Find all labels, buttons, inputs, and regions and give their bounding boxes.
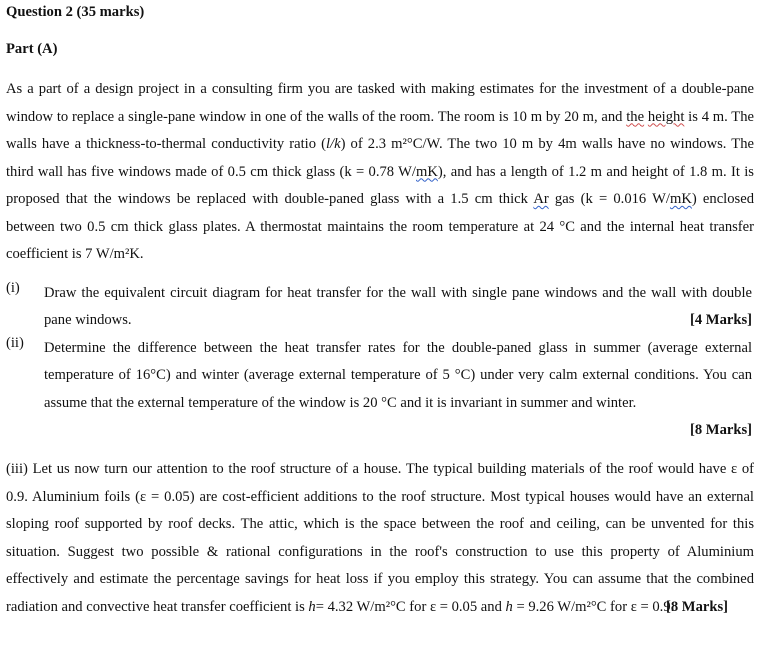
- part-iii-h-symbol-1: h: [308, 598, 316, 615]
- item-text-block: [44, 280, 752, 335]
- part-iii-text-1: (iii) Let us now turn our attention to the roof structure of a house. The typical building materials of the roof would have ε of 0.9. Aluminium foils (ε = 0.05) are cost-efficient additions to the roof structure. Most typical houses would have an external sloping roof supported by roof decks. The attic, which is the space between the roof and ceiling, can be unvented for this situation. Suggest two possible & rational configurations in the roof's construction to use this property of Aluminium effectively and estimate the percentage savings for heat loss if you employ this strategy. You can assume that the combined radiation and convective heat transfer coefficient is: [6, 461, 754, 615]
- part-iii-paragraph: [6, 456, 754, 621]
- intro-unit-mk-1: mK: [416, 163, 438, 180]
- intro-text-6: ) enclosed between two 0.5 cm thick glass plates. A thermostat maintains the room temperature at 24 °C and the internal heat transfer coefficient is 7 W/m²K.: [6, 191, 754, 262]
- intro-text-3: ) of 2.3 m²°C/W. The two 10 m by 4m walls have no windows. The third wall has five windows made of 0.5 cm thick glass (k = 0.78 W/: [6, 136, 754, 180]
- part-iii-text-2: = 4.32 W/m²°C for ε = 0.05 and: [315, 598, 506, 615]
- intro-text-2: is 4 m. The walls have a thickness-to-thermal conductivity ratio (: [6, 108, 754, 152]
- intro-text-4: ), and has a length of 1.2 m and height of 1.8 m. It is proposed that the windows be replaced with double-paned glass with a 1.5 cm thick: [6, 163, 754, 207]
- intro-word-the: the: [626, 108, 645, 125]
- intro-word-ar: Ar: [533, 191, 549, 207]
- part-iii-h-symbol-2: h: [505, 598, 513, 615]
- intro-text-1: As a part of a design project in a consulting firm you are tasked with making estimates for the investment of a double-pane window to replace a single-pane window in one of the walls of the room. The room is 10 m by 20 m, and: [6, 81, 754, 125]
- item-numeral: (i): [6, 280, 20, 296]
- item-text-block: [44, 335, 752, 444]
- intro-word-height: height: [647, 108, 685, 125]
- part-iii-marks: [8 Marks]: [665, 598, 728, 615]
- intro-text-5: gas (k = 0.016 W/: [548, 191, 670, 207]
- intro-unit-mk-2: mK: [669, 191, 692, 207]
- item-marks: [4 Marks]: [689, 312, 752, 329]
- item-marks: [8 Marks]: [689, 421, 752, 438]
- item-numeral: (ii): [6, 335, 24, 351]
- intro-paragraph: [6, 76, 754, 269]
- part-title: Part (A): [6, 41, 58, 57]
- item-text: Draw the equivalent circuit diagram for heat transfer for the wall with single pane windows and the wall with double pane windows.: [44, 285, 752, 329]
- item-text: Determine the difference between the heat transfer rates for the double-paned glass in summer (average external temperature of 16°C) and winter (average external temperature of 5 °C) under very calm external conditions. You can assume that the external temperature of the window is 20 °C and it is invariant in summer and winter.: [44, 340, 752, 411]
- part-iii-text-3: = 9.26 W/m²°C for ε = 0.9.: [512, 598, 675, 615]
- intro-lk-ratio: l/k: [325, 136, 341, 152]
- question-title: Question 2 (35 marks): [6, 4, 145, 20]
